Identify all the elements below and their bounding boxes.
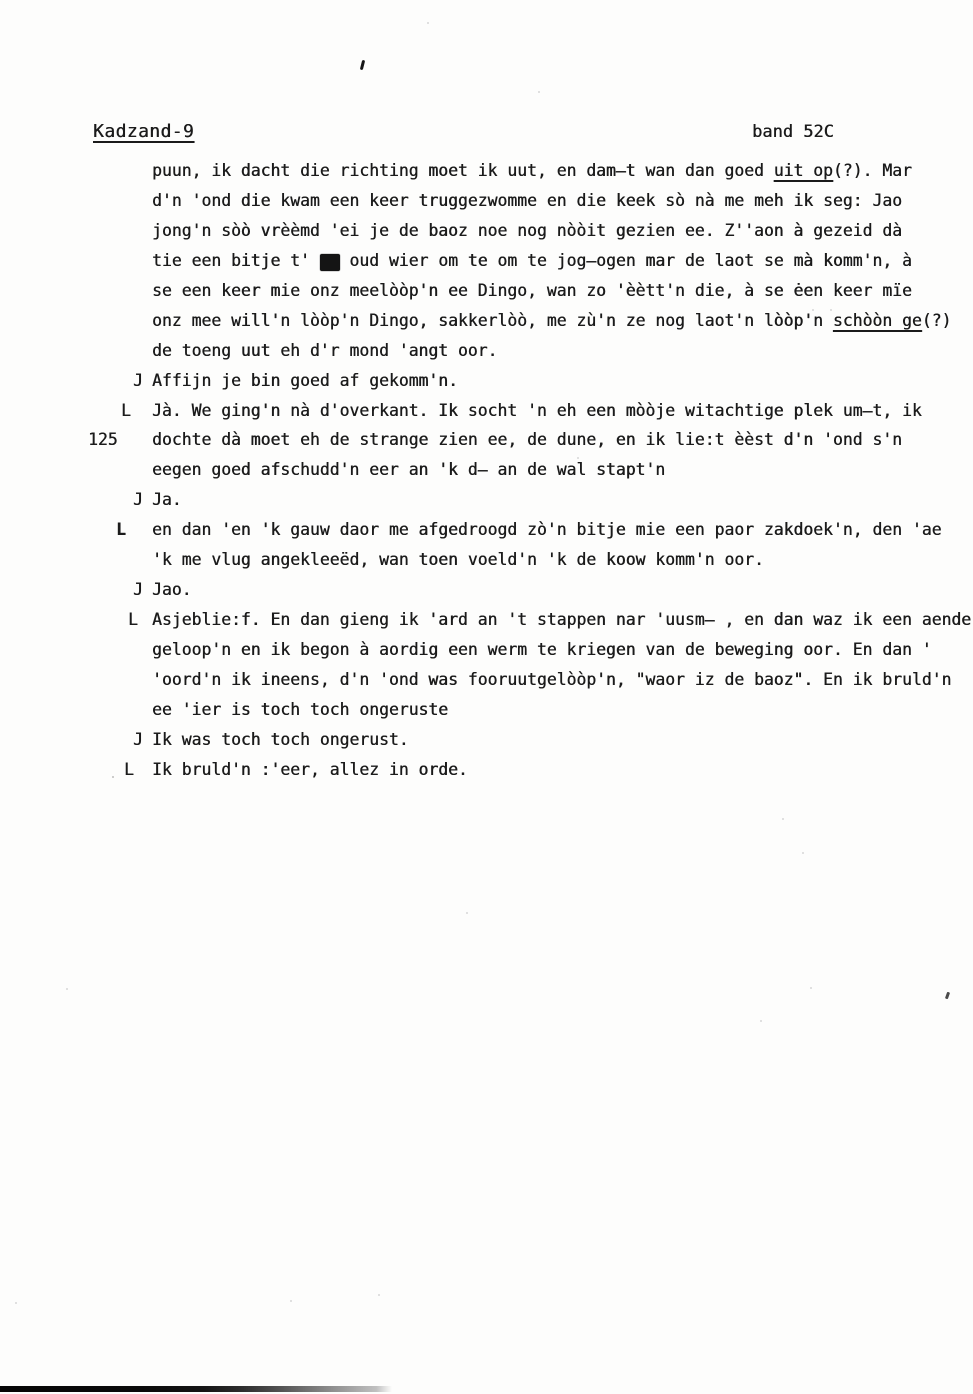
scan-speck (782, 818, 784, 820)
line-text (152, 695, 448, 725)
transcript-line (0, 396, 973, 426)
line-text (152, 216, 902, 246)
transcript-line (0, 246, 973, 276)
text-segment: Ik was toch toch ongerust. (152, 729, 409, 749)
line-text (152, 755, 468, 785)
text-segment: se een keer mie onz meelòòp'n ee Dingo, wan zo 'èètt'n die, à se ėen keer mïe (152, 280, 912, 300)
line-text (152, 246, 912, 276)
scan-edge-bar (0, 1386, 392, 1392)
text-segment: 'k me vlug angekleeëd, wan toen voeld'n 'k de koow komm'n oor. (152, 550, 764, 570)
scan-speck (15, 1302, 17, 1304)
scan-speck (538, 91, 540, 93)
text-segment: Ja. (152, 490, 182, 510)
line-text (152, 485, 182, 515)
transcript-line (0, 635, 973, 665)
line-text (152, 396, 922, 426)
text-segment: (?) (921, 310, 952, 330)
speaker-label: L (128, 610, 138, 630)
transcript-line (0, 276, 973, 306)
transcript-line (0, 575, 973, 605)
ink-blot (320, 254, 340, 271)
speaker-label: J (133, 729, 143, 749)
transcript-line (0, 216, 973, 246)
text-segment: en dan 'en 'k gauw daor me afgedroogd zò'n bitje mie een paor zakdoek'n, den 'ae (152, 520, 942, 540)
text-segment: ee 'ier is toch toch ongeruste (152, 699, 449, 719)
scan-speck (378, 1294, 380, 1296)
line-text (152, 575, 191, 605)
line-text (152, 515, 941, 545)
scan-speck (577, 457, 579, 459)
text-segment: dochte dà moet eh de strange zien ee, de dune, en ik lie:t èèst d'n 'ond s'n (152, 430, 902, 450)
speaker-label: L (124, 759, 134, 779)
speaker-label: J (133, 580, 143, 600)
transcript-line (0, 186, 973, 216)
text-segment: Ik bruld'n :'eer, allez in orde. (152, 759, 468, 779)
scan-speck (290, 1300, 292, 1302)
speaker-label: J (133, 370, 143, 390)
scan-speck (427, 22, 429, 24)
document-id: Kadzand-9 (93, 121, 195, 142)
transcript (0, 156, 973, 785)
stray-ink-mark (360, 60, 365, 70)
scan-speck (810, 987, 812, 989)
line-text (152, 366, 458, 396)
speaker-label: L (121, 400, 131, 420)
transcript-line (0, 455, 973, 485)
speaker-label: J (133, 490, 143, 510)
line-text (152, 545, 764, 575)
transcript-line (0, 156, 973, 186)
text-segment: (?). Mar (832, 161, 912, 180)
text-segment: eegen goed afschudd'n eer an 'k d̶ an de wal stapt'n (152, 460, 666, 480)
scan-speck (112, 776, 114, 778)
speaker-label: L (116, 520, 126, 540)
scan-speck (466, 912, 468, 914)
transcript-line (0, 425, 973, 455)
line-text (152, 635, 932, 665)
text-segment: de toeng uut eh d'r mond 'angt oor. (152, 340, 498, 360)
text-segment: oud wier om te om te jog̶ogen mar de laot se mà komm'n, à (339, 250, 912, 270)
transcript-line (0, 336, 973, 366)
transcript-line (0, 665, 973, 695)
scan-speck (830, 309, 832, 311)
line-text (152, 186, 902, 216)
text-segment: Asjeblie:f. En dan gieng ik 'ard an 't stappen nar 'uusm̶ , en dan waz ik een aende (152, 610, 972, 630)
line-number: 125 (88, 430, 118, 450)
underlined-segment: schòòn ge (832, 310, 922, 330)
line-text (152, 665, 951, 695)
line-text (152, 455, 665, 485)
underlined-segment: uit op (773, 161, 833, 180)
transcript-line (0, 306, 973, 336)
line-text (152, 336, 497, 366)
text-segment: onz mee will'n lòòp'n Dingo, sakkerlòò, me zù'n ze nog laot'n lòòp'n (152, 310, 833, 330)
transcript-line (0, 515, 973, 545)
transcript-line (0, 605, 973, 635)
transcript-line (0, 366, 973, 396)
transcript-line (0, 485, 973, 515)
text-segment: Affijn je bin goed af gekomm'n. (152, 370, 458, 390)
line-text (152, 725, 409, 755)
text-segment: puun, ik dacht die richting moet ik uut, en dam̶t wan dan goed (152, 161, 774, 180)
text-segment: d'n 'ond die kwam een keer truggezwomme en die keek sò nà me meh ik seg: Jao (152, 190, 902, 210)
transcript-line (0, 695, 973, 725)
text-segment: jong'n sòò vrèèmd 'ei je de baoz noe nog nòòit gezien ee. Z''aon à gezeid dà (152, 220, 902, 240)
stray-ink-mark (945, 992, 950, 1000)
line-text (152, 156, 912, 186)
text-segment: tie een bitje t' (152, 250, 320, 270)
band-label: band 52C (752, 122, 834, 142)
transcript-line (0, 725, 973, 755)
line-text (152, 276, 912, 306)
transcript-line (0, 755, 973, 785)
text-segment: 'oord'n ik ineens, d'n 'ond was fooruutgelòòp'n, "waor iz de baoz". En ik bruld'n (152, 669, 952, 689)
text-segment: geloop'n en ik begon à aordig een werm te kriegen van de beweging oor. En dan ' (152, 640, 932, 659)
line-text (152, 605, 971, 635)
scan-speck (812, 309, 814, 311)
text-segment: Jà. We ging'n nà d'overkant. Ik socht 'n eh een mòòje witachtige plek um̶t, ik (152, 400, 922, 420)
scan-speck (760, 1020, 762, 1022)
text-segment: Jao. (152, 580, 192, 600)
transcript-line (0, 545, 973, 575)
scan-speck (802, 852, 804, 854)
scan-speck (66, 988, 68, 990)
line-text (152, 425, 902, 455)
